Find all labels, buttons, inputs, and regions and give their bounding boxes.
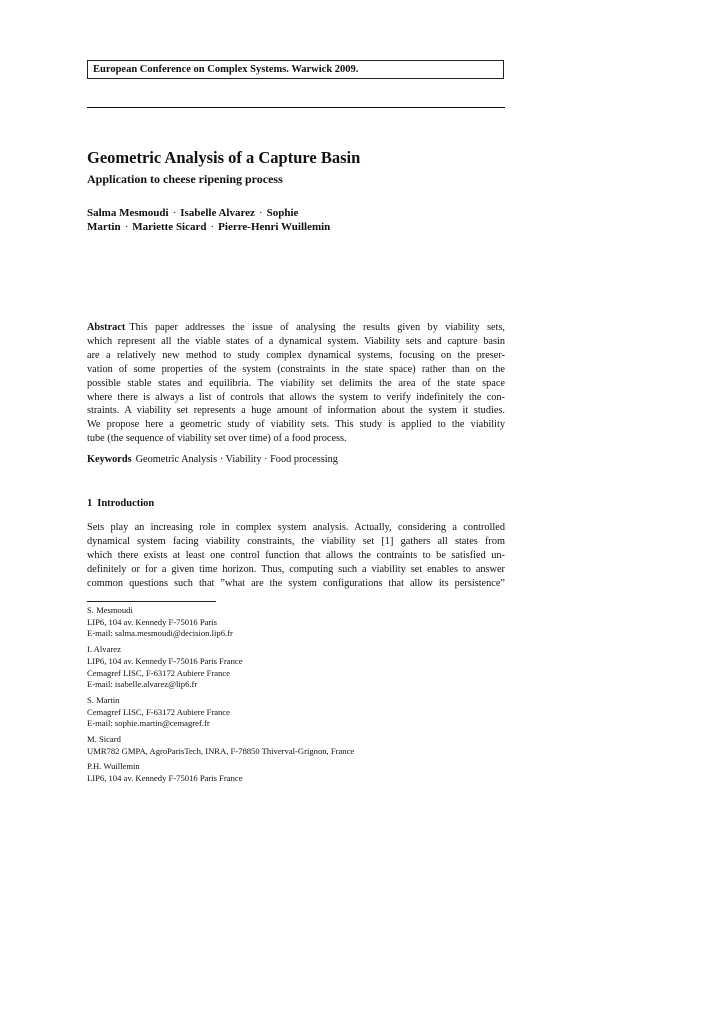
conference-header: European Conference on Complex Systems. Warwick 2009.	[87, 60, 504, 79]
keywords-heading: Keywords	[87, 454, 132, 465]
abstract-line: which represent all the viable states of a dynamical system. Viability sets and capture basin	[87, 335, 505, 347]
affiliation-line: UMR782 GMPA, AgroParisTech, INRA, F-78850 Thiverval-Grignon, France	[87, 745, 355, 756]
author-line-1	[87, 206, 387, 220]
affiliation-block	[87, 605, 505, 640]
section-heading	[87, 498, 154, 509]
abstract-line: are a relatively new method to study complex dynamical systems, focusing on the preser-	[87, 349, 505, 361]
keywords-text: Geometric Analysis · Viability · Food processing	[135, 454, 338, 465]
footnotes	[87, 605, 505, 789]
footnote-rule	[87, 601, 216, 602]
affiliation-line: LIP6, 104 av. Kennedy F-75016 Paris France	[87, 655, 243, 666]
affiliation-line: LIP6, 104 av. Kennedy F-75016 Paris	[87, 616, 218, 627]
author-list	[87, 206, 387, 234]
affiliation-block	[87, 644, 505, 691]
author-name: Pierre-Henri Wuillemin	[218, 221, 331, 233]
abstract-line: tube (the sequence of viability set over time) of a food process.	[87, 433, 347, 445]
affiliation-block	[87, 761, 505, 784]
author-separator: ·	[258, 207, 263, 219]
author-name: Martin	[87, 221, 121, 233]
author-separator: ·	[124, 221, 129, 233]
header-rule	[87, 107, 505, 108]
affiliation-line: S. Martin	[87, 694, 120, 705]
affiliation-line: E-mail: sophie.martin@cemagref.fr	[87, 718, 210, 729]
paper-title: Geometric Analysis of a Capture Basin	[87, 148, 361, 167]
affiliation-line: I. Alvarez	[87, 644, 121, 655]
affiliation-line: E-mail: salma.mesmoudi@decision.lip6.fr	[87, 628, 233, 639]
body-line: which there exists at least one control function that allows the contraints to be satisfied un-	[87, 550, 505, 561]
affiliation-line: Cemagref LISC, F-63172 Aubiere France	[87, 667, 230, 678]
affiliation-block	[87, 734, 505, 757]
abstract-line: vation of some properties of the system (constraints in the state space) rather than on the	[87, 363, 505, 375]
abstract-heading: Abstract	[87, 322, 126, 333]
author-name: Isabelle Alvarez	[180, 207, 255, 219]
body-line: definitely or for a given time horizon. Thus, computing such a viability set enables to answer	[87, 564, 505, 575]
affiliation-line: LIP6, 104 av. Kennedy F-75016 Paris France	[87, 773, 243, 784]
affiliation-line: S. Mesmoudi	[87, 605, 133, 615]
affiliation-line: Cemagref LISC, F-63172 Aubiere France	[87, 706, 230, 717]
abstract-line: We propose here a geometric study of viability sets. This study is applied to the viability	[87, 419, 505, 431]
abstract-line: Abstract This paper addresses the issue of analysing the results given by viability sets,	[87, 322, 505, 333]
section-number: 1	[87, 498, 93, 509]
body-line: common questions such that ”what are the system configurations that allow its persistence”	[87, 578, 505, 589]
abstract	[87, 321, 505, 446]
affiliation-line: M. Sicard	[87, 734, 121, 745]
author-name: Salma Mesmoudi	[87, 207, 169, 219]
section-title: Introduction	[97, 498, 155, 509]
affiliation-line: P.H. Wuillemin	[87, 761, 140, 772]
body-line: Sets play an increasing role in complex system analysis. Actually, considering a controlled	[87, 522, 505, 533]
affiliation-block	[87, 695, 505, 730]
abstract-line: possible stable states and equilibria. The viability set delimits the area of the state space	[87, 377, 505, 389]
abstract-line: straints. A viability set represents a huge amount of information about the system it studies.	[87, 405, 505, 417]
author-name: Sophie	[266, 207, 299, 219]
author-line-2	[87, 220, 387, 234]
body-line: dynamical system facing viability constraints, the viability set [1] gathers all states from	[87, 536, 505, 547]
keywords	[87, 454, 505, 465]
author-name: Mariette Sicard	[132, 221, 207, 233]
paper-subtitle: Application to cheese ripening process	[87, 172, 283, 186]
author-separator: ·	[210, 221, 215, 233]
abstract-line: where there is always a list of controls that allows the system to verify indefinitely the con-	[87, 391, 505, 403]
introduction-paragraph	[87, 521, 505, 591]
affiliation-line: E-mail: isabelle.alvarez@lip6.fr	[87, 679, 198, 690]
author-separator: ·	[172, 207, 177, 219]
